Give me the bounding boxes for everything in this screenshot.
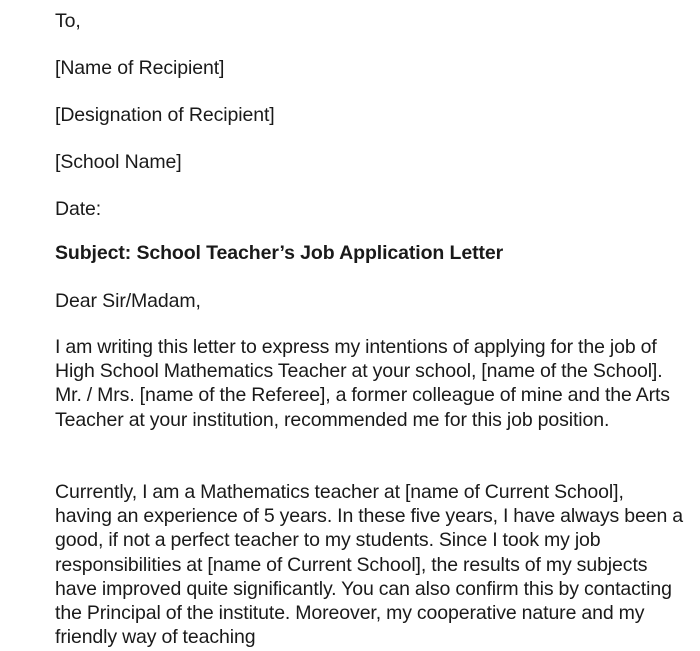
recipient-designation: [Designation of Recipient] — [55, 104, 275, 126]
paragraph-experience: Currently, I am a Mathematics teacher at [name of Current School], having an experience of 5 years. In these five years, I have always been a good, if not a perfect teacher to my students. Since I took my job responsibilities at [name of Current School], the results of my subjects have improved quite significantly. You can also confirm this by contacting the Principal of the institute. Moreover, my cooperative nature and my friendly way of teaching — [55, 481, 683, 649]
paragraph-intro: I am writing this letter to express my intentions of applying for the job of High School Mathematics Teacher at your school, [name of the School]. Mr. / Mrs. [name of the Referee], a former colleague of mine and the Arts Teacher at your institution, recommended me for this job position. — [55, 336, 670, 431]
salutation-to: To, — [55, 10, 81, 32]
school-name: [School Name] — [55, 151, 182, 173]
greeting: Dear Sir/Madam, — [55, 290, 201, 312]
subject-line: Subject: School Teacher’s Job Application Letter — [55, 242, 504, 264]
recipient-name: [Name of Recipient] — [55, 57, 225, 79]
date-label: Date: — [55, 198, 102, 220]
